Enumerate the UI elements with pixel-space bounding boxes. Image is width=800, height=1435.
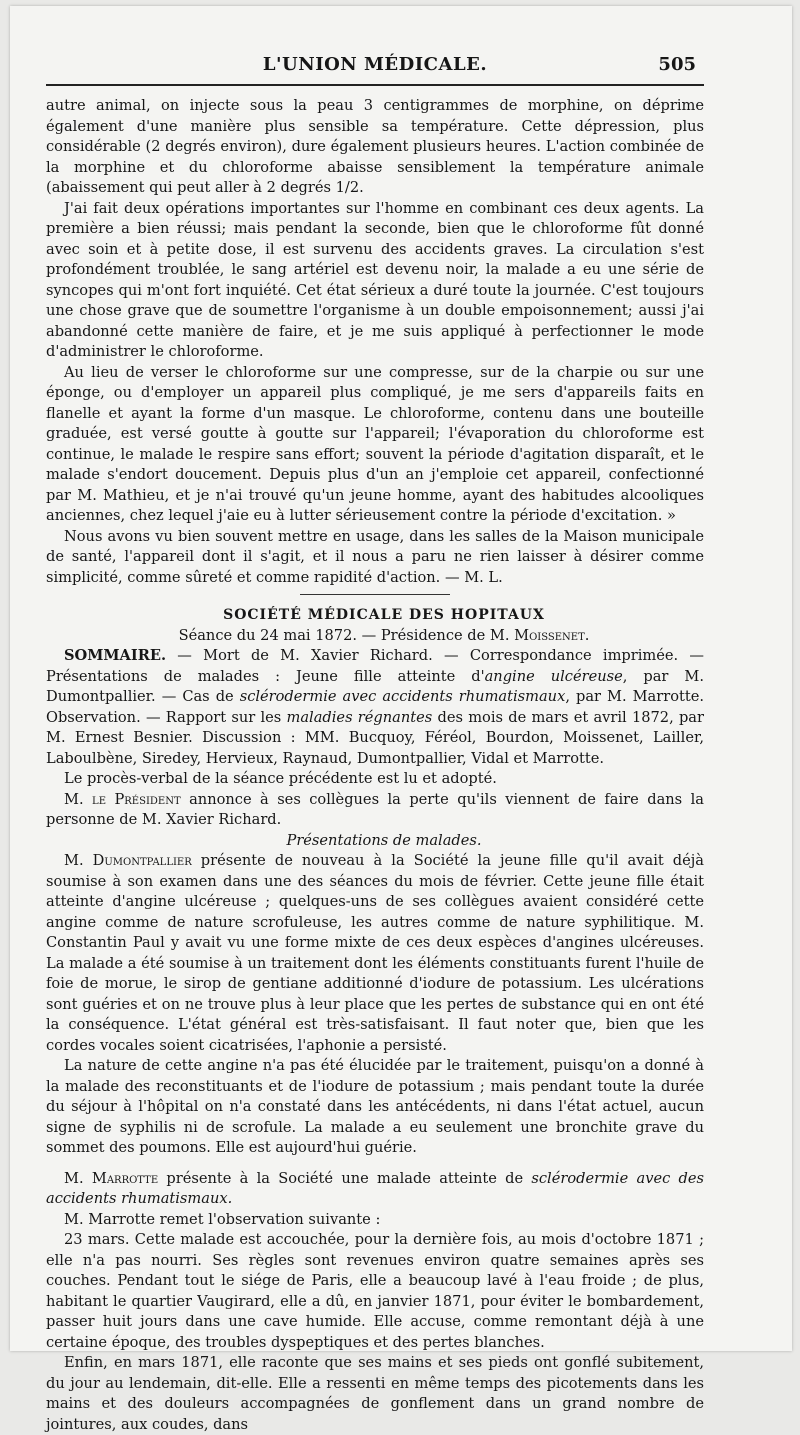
observation-swelling: Enfin, en mars 1871, elle raconte que ses mains et ses pieds ont gonflé subitement, du jour au lendemain, dit-elle. Elle a ressenti en même temps des picotements dans les mains et des douleurs accompagnées de gonflement dans un grand nombre de jointures, aux coudes, dans xyxy=(46,1354,704,1433)
dumontpallier-paragraph xyxy=(46,851,704,1056)
summary-emphasis-3: maladies régnantes xyxy=(286,708,433,726)
summary-paragraph xyxy=(46,646,704,769)
summary-text-3: , par M. Marrotte. Observation. — Rapport sur les xyxy=(46,688,705,726)
angine-paragraph: La nature de cette angine n'a pas été élucidée par le traitement, puisqu'on a donné à la malade des reconstituants et de l'iodure de potassium ; mais pendant toute la durée du séjour à l'hôpital on n'a constaté dans les antécédents, ni dans l'état actuel, aucun signe de syphilis ni de scrofule. La malade a eu seulement une bronchite grave du sommet des poumons. Elle est aujourd'hui guérie. xyxy=(46,1057,704,1156)
section-divider xyxy=(300,594,450,595)
summary-text-2: , par M. Dumontpallier. — Cas de xyxy=(46,667,704,705)
dumontpallier-prefix: M. xyxy=(64,852,93,869)
president-paragraph xyxy=(46,790,704,831)
summary-text-4: des mois de mars et avril 1872, par M. Ernest Besnier. Discussion : MM. Bucquoy, Féréol, Bourdon, Moissenet, Lailler, Laboulbène, Siredey, Hervieux, Raynaud, Dumontpallier, Vidal et Marrotte. xyxy=(46,708,704,767)
paragraph-editor-note: Nous avons vu bien souvent mettre en usage, dans les salles de la Maison municipale de santé, l'appareil dont il s'agit, et il nous a paru ne rien laisser à désirer comme simplicité, comme sûreté et comme rapidité d'action. — M. L. xyxy=(46,527,704,586)
summary-text-1: — Mort de M. Xavier Richard. — Correspondance imprimée. — Présentations de malades : Jeune fille atteinte d' xyxy=(46,647,704,685)
running-title: L'UNION MÉDICALE. xyxy=(262,54,488,75)
marrotte-prefix: M. xyxy=(64,1169,92,1187)
dumontpallier-name: Dumontpallier xyxy=(92,852,192,869)
president-title: le Président xyxy=(92,790,181,808)
marrotte-name: Marrotte xyxy=(91,1169,159,1187)
minutes-paragraph: Le procès-verbal de la séance précédente est lu et adopté. xyxy=(64,770,497,787)
observation-intro: M. Marrotte remet l'observation suivante : xyxy=(64,1210,381,1228)
paragraph-gap xyxy=(46,1159,704,1169)
seance-line xyxy=(46,626,704,647)
president-name: Moissenet xyxy=(514,626,585,644)
marrotte-text: présente à la Société une malade atteinte de xyxy=(158,1169,532,1187)
page-number: 505 xyxy=(658,54,696,75)
document-page xyxy=(10,6,792,1433)
summary-label: SOMMAIRE. xyxy=(64,647,167,664)
president-prefix: M. xyxy=(64,790,93,808)
page-header xyxy=(46,50,704,86)
summary-emphasis-2: sclérodermie avec accidents rhumatismaux xyxy=(239,688,566,705)
observation-march: 23 mars. Cette malade est accouchée, pour la dernière fois, au mois d'octobre 1871 ; elle n'a pas nourri. Ses règles sont revenues environ quatre semaines après ses couches. Pendant tout le siége de Paris, elle a beaucoup lavé à l'eau froide ; de plus, habitant le quartier Vaugirard, elle a dû, en janvier 1871, pour éviter le bombardement, passer huit jours dans une cave humide. Elle accuse, comme remontant déjà à une certaine époque, des troubles dyspeptiques et des pertes blanches. xyxy=(46,1231,704,1351)
page-body xyxy=(46,96,704,1435)
marrotte-emphasis: sclérodermie avec des accidents rhumatismaux. xyxy=(46,1169,704,1207)
paragraph-operations: J'ai fait deux opérations importantes sur l'homme en combinant ces deux agents. La première a bien réussi; mais pendant la seconde, bien que le chloroforme fût donné avec soin et à petite dose, il est survenu des accidents graves. La circulation s'est profondément troublée, le sang artériel est devenu noir, la malade a eu une série de syncopes qui m'ont fort inquiété. Cet état sérieux a duré toute la journée. C'est toujours une chose grave que de soumettre l'organisme à un double empoisonnement; aussi j'ai abandonné cette manière de faire, et je me suis appliqué à perfectionner le mode d'administrer le chloroforme. xyxy=(46,199,704,360)
society-title: SOCIÉTÉ MÉDICALE DES HOPITAUX xyxy=(223,607,545,623)
president-text: annonce à ses collègues la perte qu'ils viennent de faire dans la personne de M. Xavier Richard. xyxy=(46,790,704,828)
marrotte-paragraph xyxy=(46,1169,704,1210)
seance-prefix: Séance du 24 mai 1872. — Présidence de M. xyxy=(178,626,515,644)
paragraph-appareil: Au lieu de verser le chloroforme sur une compresse, sur de la charpie ou sur une éponge, ou d'employer un appareil plus compliqué, je me sers d'appareils faits en flanelle et ayant la forme d'un masque. Le chloroforme, contenu dans une bouteille graduée, est versé goutte à goutte sur l'appareil; l'évaporation du chloroforme est continue, le malade le respire sans effort; souvent la période d'agitation disparaît, et le malade s'endort doucement. Depuis plus d'un an j'emploie cet appareil, confectionné par M. Mathieu, et je n'ai trouvé qu'un jeune homme, ayant des habitudes alcooliques anciennes, chez lequel j'aie eu à lutter sérieusement contre la période d'excitation. » xyxy=(46,363,704,524)
summary-emphasis-1: angine ulcéreuse xyxy=(484,667,623,685)
dumontpallier-text: présente de nouveau à la Société la jeune fille qu'il avait déjà soumise à son examen dans une des séances du mois de février. Cette jeune fille était atteinte d'angine ulcéreuse ; quelques-uns de ses collègues avaient considéré cette angine comme de nature scrofuleuse, les autres comme de nature syphilitique. M. Constantin Paul y avait vu une forme mixte de ces deux espèces d'angines ulcéreuses. La malade a été soumise à un traitement dont les éléments constituants furent l'huile de foie de morue, le sirop de gentiane additionné d'iodure de potassium. Les ulcérations sont guéries et on ne trouve plus à leur place que les pertes de substance qui en ont été la conséquence. L'état général est très-satisfaisant. Il faut noter que, bien que les cordes vocales soient cicatrisées, l'aphonie a persisté. xyxy=(46,852,704,1054)
presentations-title: Présentations de malades. xyxy=(286,831,482,849)
paragraph-morphine: autre animal, on injecte sous la peau 3 centigrammes de morphine, on déprime également d'une manière plus sensible sa température. Cette dépression, plus considérable (2 degrés environ), dure également plusieurs heures. L'action combinée de la morphine et du chloroforme abaisse sensiblement la température animale (abaissement qui peut aller à 2 degrés 1/2. xyxy=(46,97,704,196)
seance-suffix: . xyxy=(584,626,590,644)
